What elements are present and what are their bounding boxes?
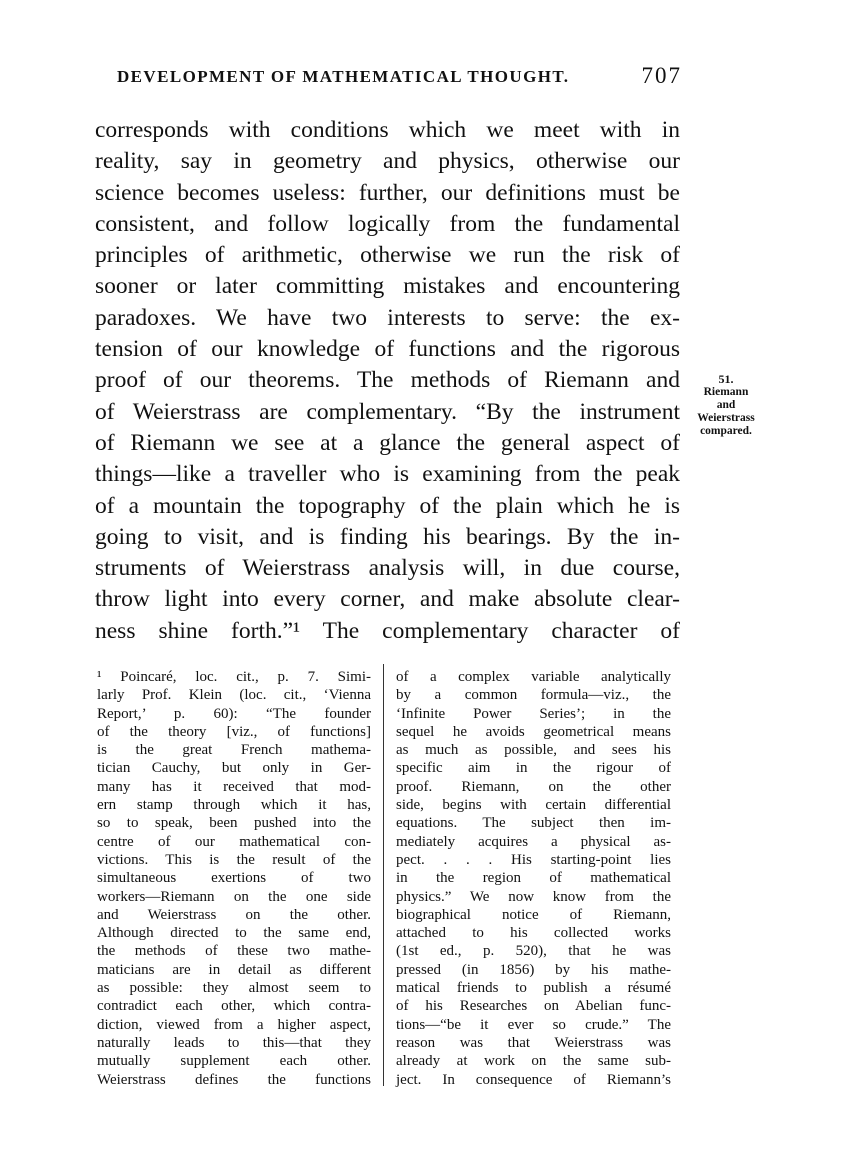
footnote-line: sequel he avoids geometrical means — [396, 723, 671, 740]
text-line: science becomes useless: further, our definitions must be — [95, 179, 680, 206]
margin-note-line: compared. — [700, 425, 752, 437]
footnote-line: by a common formula—viz., the — [396, 687, 671, 704]
footnote-line: the methods of these two mathe- — [97, 943, 371, 960]
footnote-line: centre of our mathematical con- — [97, 833, 371, 850]
page-header — [117, 63, 682, 93]
page-number: 707 — [641, 63, 682, 88]
footnote-line: ject. In consequence of Riemann’s — [396, 1071, 671, 1088]
text-line: sooner or later committing mistakes and encountering — [95, 273, 680, 300]
footnote-line: Although directed to the same end, — [97, 925, 371, 942]
footnote-line: is the great French mathema- — [97, 742, 371, 759]
footnote-line: naturally leads to this—that they — [97, 1034, 371, 1051]
main-text — [95, 115, 680, 647]
footnote-line: already at work on the same sub- — [396, 1053, 671, 1070]
text-line: tension of our knowledge of functions and the rigorous — [95, 336, 680, 363]
footnote-line: attached to his collected works — [396, 925, 671, 942]
footnote-line: pressed (in 1856) by his mathe- — [396, 961, 671, 978]
text-line: principles of arithmetic, otherwise we run the risk of — [95, 242, 680, 269]
margin-note — [684, 373, 768, 438]
text-line: throw light into every corner, and make absolute clear- — [95, 586, 680, 613]
footnote-line: many has it received that mod- — [97, 778, 371, 795]
margin-note-line: Weierstrass — [697, 412, 755, 424]
column-divider — [383, 664, 384, 1086]
text-line: corresponds with conditions which we meet with in — [95, 117, 680, 143]
footnote-line: proof. Riemann, on the other — [396, 778, 671, 795]
footnote-line: larly Prof. Klein (loc. cit., ‘Vienna — [97, 687, 371, 704]
footnote-line: ‘Infinite Power Series’; in the — [396, 705, 671, 722]
footnote-line: physics.” We now know from the — [396, 888, 671, 905]
footnote-line: as possible: they almost seem to — [97, 980, 371, 997]
footnote-line: diction, viewed from a higher aspect, — [97, 1016, 371, 1033]
text-line: reality, say in geometry and physics, otherwise our — [95, 148, 680, 175]
footnote-line: of the theory [viz., of functions] — [97, 723, 371, 740]
footnote-line: side, begins with certain differential — [396, 797, 671, 814]
footnote-line: tions—“be it ever so crude.” The — [396, 1016, 671, 1033]
footnote-line: matical friends to publish a résumé — [396, 980, 671, 997]
footnote-right-column — [396, 668, 671, 1089]
footnote-left-column — [97, 668, 371, 1089]
footnote-line: victions. This is the result of the — [97, 851, 371, 868]
footnote-line: biographical notice of Riemann, — [396, 906, 671, 923]
footnote-line: Weierstrass defines the functions — [97, 1071, 371, 1088]
footnote-line: of a complex variable analytically — [396, 669, 671, 685]
footnote-line: ¹ Poincaré, loc. cit., p. 7. Simi- — [97, 669, 371, 685]
text-line: of Riemann we see at a glance the general aspect of — [95, 429, 680, 456]
text-line: things—like a traveller who is examining from the peak — [95, 461, 680, 488]
footnote-line: pect. . . . His starting-point lies — [396, 851, 671, 868]
footnote-line: equations. The subject then im- — [396, 815, 671, 832]
footnote-line: so to speak, been pushed into the — [97, 815, 371, 832]
text-line: consistent, and follow logically from the fundamental — [95, 210, 680, 237]
text-line: struments of Weierstrass analysis will, in due course, — [95, 555, 680, 582]
footnote-line: contradict each other, which contra- — [97, 998, 371, 1015]
margin-note-number: 51. — [718, 372, 734, 386]
text-line: of a mountain the topography of the plain which he is — [95, 492, 680, 519]
footnote-line: reason was that Weierstrass was — [396, 1034, 671, 1051]
footnote-line: mediately acquires a physical as- — [396, 833, 671, 850]
footnote-line: in the region of mathematical — [396, 870, 671, 887]
footnote-line: Report,’ p. 60): “The founder — [97, 705, 371, 722]
footnote-line: mutually supplement each other. — [97, 1053, 371, 1070]
text-line: of Weierstrass are complementary. “By the instrument — [95, 398, 680, 425]
running-head: DEVELOPMENT OF MATHEMATICAL THOUGHT. — [117, 67, 570, 86]
text-line: ness shine forth.”¹ The complementary character of — [95, 617, 680, 644]
text-line: paradoxes. We have two interests to serve: the ex- — [95, 304, 680, 331]
footnote-line: tician Cauchy, but only in Ger- — [97, 760, 371, 777]
footnote-line: ern stamp through which it has, — [97, 797, 371, 814]
footnote-line: workers—Riemann on the one side — [97, 888, 371, 905]
footnote-line: and Weierstrass on the other. — [97, 906, 371, 923]
footnote-line: specific aim in the rigour of — [396, 760, 671, 777]
footnote-line: simultaneous exertions of two — [97, 870, 371, 887]
text-line: proof of our theorems. The methods of Riemann and — [95, 367, 680, 394]
margin-note-line: Riemann — [703, 386, 749, 398]
footnote-line: as much as possible, and sees his — [396, 742, 671, 759]
footnote-line: maticians are in detail as different — [97, 961, 371, 978]
text-line: going to visit, and is finding his bearings. By the in- — [95, 523, 680, 550]
footnote-line: of his Researches on Abelian func- — [396, 998, 671, 1015]
footnote-line: (1st ed., p. 520), that he was — [396, 943, 671, 960]
margin-note-line: and — [716, 399, 736, 411]
